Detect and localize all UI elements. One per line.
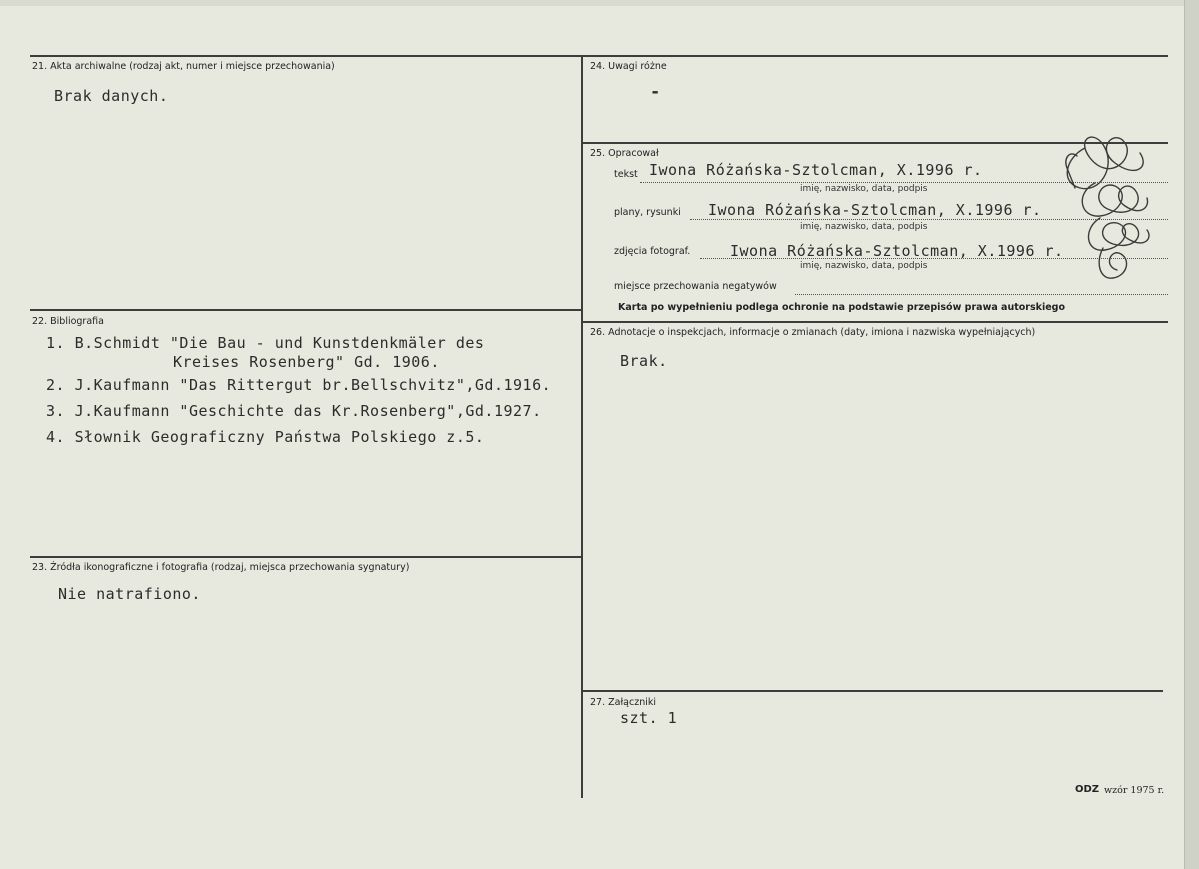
rule-22 bbox=[30, 309, 581, 311]
section-27-value: szt. 1 bbox=[620, 709, 678, 727]
prepared-text-hint: imię, nazwisko, data, podpis bbox=[800, 184, 928, 194]
section-21-label: 21. Akta archiwalne (rodzaj akt, numer i miejsce przechowania) bbox=[32, 61, 335, 72]
negatives-label: miejsce przechowania negatywów bbox=[614, 281, 777, 292]
bibliography-item-1-cont: Kreises Rosenberg" Gd. 1906. bbox=[173, 353, 440, 371]
prepared-plans-field: plany, rysunki bbox=[614, 207, 681, 218]
section-26-value: Brak. bbox=[620, 352, 668, 370]
bibliography-item-3: 3. J.Kaufmann "Geschichte das Kr.Rosenberg",Gd.1927. bbox=[46, 402, 542, 420]
rule-23 bbox=[30, 556, 581, 558]
rule-27 bbox=[583, 690, 1163, 692]
footer-form-year: wzór 1975 r. bbox=[1104, 785, 1165, 796]
section-22-label: 22. Bibliografia bbox=[32, 316, 104, 327]
prepared-photos-value: Iwona Różańska-Sztolcman, X.1996 r. bbox=[730, 242, 1064, 260]
prepared-text-field: tekst bbox=[614, 169, 638, 180]
paper-edge-right bbox=[1184, 0, 1199, 869]
center-divider bbox=[581, 55, 583, 798]
prepared-photos-field: zdjęcia fotograf. bbox=[614, 246, 691, 257]
rule-26 bbox=[583, 321, 1168, 323]
section-21-value: Brak danych. bbox=[54, 87, 169, 105]
footer-odz: ODZ bbox=[1075, 784, 1100, 795]
prepared-plans-value: Iwona Różańska-Sztolcman, X.1996 r. bbox=[708, 201, 1042, 219]
section-23-value: Nie natrafiono. bbox=[58, 585, 201, 603]
prepared-plans-hint: imię, nazwisko, data, podpis bbox=[800, 222, 928, 232]
section-24-label: 24. Uwagi różne bbox=[590, 61, 667, 72]
section-24-value: - bbox=[650, 82, 661, 102]
section-23-label: 23. Źródła ikonograficzne i fotografia (rodzaj, miejsca przechowania sygnatury) bbox=[32, 562, 410, 573]
copyright-note: Karta po wypełnieniu podlega ochronie na podstawie przepisów prawa autorskiego bbox=[618, 302, 1065, 313]
section-25-label: 25. Opracował bbox=[590, 148, 659, 159]
negatives-line bbox=[795, 294, 1168, 295]
prepared-text-value: Iwona Różańska-Sztolcman, X.1996 r. bbox=[649, 161, 983, 179]
top-rule bbox=[30, 55, 1168, 57]
bibliography-item-2: 2. J.Kaufmann "Das Rittergut br.Bellschvitz",Gd.1916. bbox=[46, 376, 552, 394]
prepared-photos-hint: imię, nazwisko, data, podpis bbox=[800, 261, 928, 271]
paper-edge-top bbox=[0, 0, 1199, 6]
bibliography-item-1: 1. B.Schmidt "Die Bau - und Kunstdenkmäler des bbox=[46, 334, 485, 352]
section-27-label: 27. Załączniki bbox=[590, 697, 656, 708]
bibliography-item-4: 4. Słownik Geograficzny Państwa Polskiego z.5. bbox=[46, 428, 485, 446]
handwritten-signature bbox=[1055, 128, 1155, 288]
section-26-label: 26. Adnotacje o inspekcjach, informacje o zmianach (daty, imiona i nazwiska wypełniających) bbox=[590, 327, 1036, 338]
